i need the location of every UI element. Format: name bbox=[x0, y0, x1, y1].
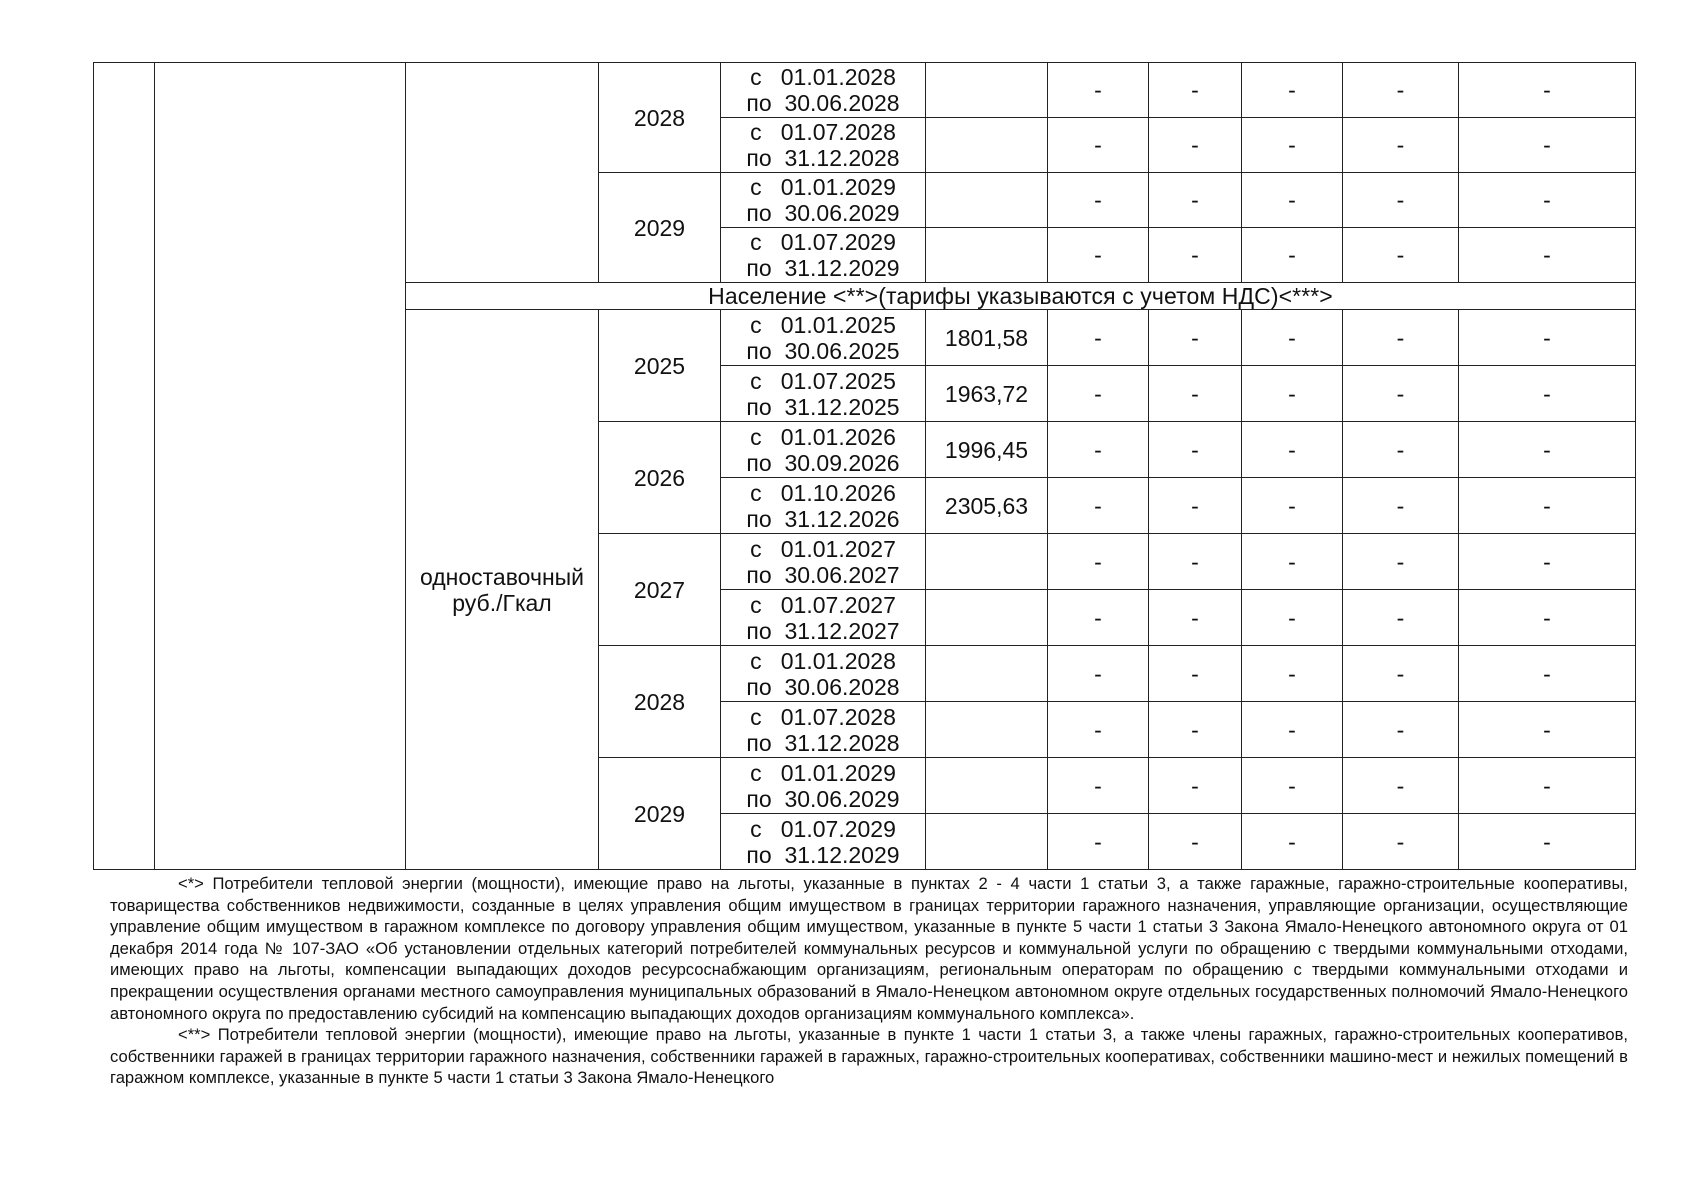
period-cell bbox=[721, 478, 926, 534]
dash-cell: - bbox=[1048, 534, 1149, 590]
tariff-type-line1: одноставочный bbox=[419, 563, 585, 590]
period-end: по 30.06.2025 bbox=[746, 337, 900, 364]
table-row bbox=[94, 63, 1636, 118]
year-cell: 2028 bbox=[599, 63, 721, 173]
dash-cell: - bbox=[1343, 758, 1459, 814]
period-cell bbox=[721, 228, 926, 283]
dash-cell: - bbox=[1149, 646, 1242, 702]
dash-cell: - bbox=[1149, 228, 1242, 283]
dash-cell: - bbox=[1149, 422, 1242, 478]
period-end: по 31.12.2029 bbox=[746, 255, 900, 281]
dash-cell: - bbox=[1459, 228, 1636, 283]
dash-cell: - bbox=[1048, 173, 1149, 228]
period-start: с 01.01.2028 bbox=[750, 64, 896, 90]
dash-cell: - bbox=[1242, 814, 1343, 870]
dash-cell: - bbox=[1459, 310, 1636, 366]
dash-cell: - bbox=[1048, 590, 1149, 646]
dash-cell: - bbox=[1242, 173, 1343, 228]
tariff-type-line2: руб./Гкал bbox=[452, 589, 552, 616]
year-cell: 2028 bbox=[599, 646, 721, 758]
dash-cell: - bbox=[1149, 478, 1242, 534]
footnote-1: <*> Потребители тепловой энергии (мощности), имеющие право на льготы, указанные в пунктах 2 - 4 части 1 статьи 3, а также гаражные, гаражно-строительные кооперативы, товарищества собственников недвижимости, созданные в целях управления общим имуществом в границах территории гаражного назначения, управляющие организации, осуществляющие управление общим имуществом в гаражном комплексе по договору управления общим имуществом, указанные в пункте 5 части 1 статьи 3 Закона Ямало-Ненецкого автономного округа от 01 декабря 2014 года № 107-ЗАО «Об установлении отдельных категорий потребителей коммунальных ресурсов и коммунальной услуги по обращению с твердыми коммунальными отходами, имеющих право на льготы, компенсации выпадающих доходов ресурсоснабжающим организациям, региональным операторам по обращению с твердыми коммунальными отходами и прекращении осуществления органами местного самоуправления муниципальных образований в Ямало-Ненецком автономном округе отдельных государственных полномочий Ямало-Ненецкого автономного округа по предоставлению субсидий на компенсацию выпадающих доходов организациям коммунального комплекса». bbox=[110, 874, 1628, 1023]
period-end: по 31.12.2025 bbox=[746, 393, 900, 420]
tariff-value bbox=[926, 702, 1048, 758]
year-cell: 2029 bbox=[599, 173, 721, 283]
footnote-2: <**> Потребители тепловой энергии (мощности), имеющие право на льготы, указанные в пункте 1 части 1 статьи 3, а также члены гаражных, гаражно-строительных кооперативов, собственники гаражей в границах территории гаражного назначения, собственники гаражей в гаражных, гаражно-строительных кооперативах, собственники машино-мест и нежилых помещений в гаражном комплексе, указанные в пункте 5 части 1 статьи 3 Закона Ямало-Ненецкого bbox=[110, 1025, 1628, 1088]
period-cell bbox=[721, 534, 926, 590]
period-start: с 01.07.2027 bbox=[750, 591, 896, 618]
col-index-cell bbox=[94, 63, 155, 870]
tariff-value bbox=[926, 534, 1048, 590]
dash-cell: - bbox=[1242, 478, 1343, 534]
year-cell: 2027 bbox=[599, 534, 721, 646]
dash-cell: - bbox=[1459, 814, 1636, 870]
period-end: по 30.06.2029 bbox=[746, 200, 900, 226]
dash-cell: - bbox=[1343, 814, 1459, 870]
tariff-value bbox=[926, 228, 1048, 283]
period-start: с 01.01.2029 bbox=[750, 759, 896, 786]
col-org-cell bbox=[155, 63, 406, 870]
period-start: с 01.07.2025 bbox=[750, 367, 896, 394]
period-end: по 31.12.2027 bbox=[746, 617, 900, 644]
period-start: с 01.01.2025 bbox=[750, 311, 896, 338]
period-end: по 31.12.2028 bbox=[746, 729, 900, 756]
period-start: с 01.01.2029 bbox=[750, 174, 896, 200]
year-cell: 2026 bbox=[599, 422, 721, 534]
period-start: с 01.07.2028 bbox=[750, 119, 896, 145]
period-cell bbox=[721, 173, 926, 228]
tariff-value bbox=[926, 646, 1048, 702]
col-type-cell-upper bbox=[406, 63, 599, 283]
dash-cell: - bbox=[1343, 366, 1459, 422]
period-end: по 31.12.2028 bbox=[746, 145, 900, 171]
tariff-value: 1963,72 bbox=[926, 366, 1048, 422]
tariff-type-cell bbox=[406, 310, 599, 870]
period-cell bbox=[721, 758, 926, 814]
dash-cell: - bbox=[1242, 63, 1343, 118]
year-cell: 2029 bbox=[599, 758, 721, 870]
period-start: с 01.01.2028 bbox=[750, 647, 896, 674]
dash-cell: - bbox=[1459, 478, 1636, 534]
dash-cell: - bbox=[1459, 118, 1636, 173]
footnotes bbox=[110, 873, 1628, 1089]
dash-cell: - bbox=[1343, 590, 1459, 646]
dash-cell: - bbox=[1343, 702, 1459, 758]
dash-cell: - bbox=[1048, 478, 1149, 534]
period-end: по 30.06.2029 bbox=[746, 785, 900, 812]
dash-cell: - bbox=[1048, 702, 1149, 758]
dash-cell: - bbox=[1242, 758, 1343, 814]
dash-cell: - bbox=[1149, 534, 1242, 590]
tariff-value bbox=[926, 590, 1048, 646]
period-start: с 01.07.2028 bbox=[750, 703, 896, 730]
dash-cell: - bbox=[1048, 228, 1149, 283]
period-start: с 01.10.2026 bbox=[750, 479, 896, 506]
period-end: по 30.06.2028 bbox=[746, 90, 900, 116]
dash-cell: - bbox=[1343, 228, 1459, 283]
dash-cell: - bbox=[1242, 702, 1343, 758]
period-cell bbox=[721, 422, 926, 478]
dash-cell: - bbox=[1149, 118, 1242, 173]
dash-cell: - bbox=[1048, 422, 1149, 478]
dash-cell: - bbox=[1343, 173, 1459, 228]
period-cell bbox=[721, 646, 926, 702]
dash-cell: - bbox=[1343, 310, 1459, 366]
dash-cell: - bbox=[1048, 814, 1149, 870]
section-header: Население <**>(тарифы указываются с учетом НДС)<***> bbox=[406, 283, 1636, 310]
year-cell: 2025 bbox=[599, 310, 721, 422]
dash-cell: - bbox=[1343, 646, 1459, 702]
period-start: с 01.07.2029 bbox=[750, 815, 896, 842]
dash-cell: - bbox=[1149, 814, 1242, 870]
dash-cell: - bbox=[1459, 422, 1636, 478]
tariff-value bbox=[926, 758, 1048, 814]
dash-cell: - bbox=[1149, 63, 1242, 118]
dash-cell: - bbox=[1242, 118, 1343, 173]
dash-cell: - bbox=[1459, 702, 1636, 758]
dash-cell: - bbox=[1149, 173, 1242, 228]
period-cell bbox=[721, 118, 926, 173]
dash-cell: - bbox=[1048, 118, 1149, 173]
tariff-value bbox=[926, 814, 1048, 870]
period-start: с 01.07.2029 bbox=[750, 229, 896, 255]
dash-cell: - bbox=[1149, 590, 1242, 646]
dash-cell: - bbox=[1242, 646, 1343, 702]
dash-cell: - bbox=[1242, 422, 1343, 478]
tariff-value: 1801,58 bbox=[926, 310, 1048, 366]
tariff-value: 2305,63 bbox=[926, 478, 1048, 534]
period-cell bbox=[721, 63, 926, 118]
period-start: с 01.01.2027 bbox=[750, 535, 896, 562]
dash-cell: - bbox=[1343, 534, 1459, 590]
tariff-value bbox=[926, 63, 1048, 118]
dash-cell: - bbox=[1048, 646, 1149, 702]
period-cell bbox=[721, 310, 926, 366]
dash-cell: - bbox=[1459, 590, 1636, 646]
dash-cell: - bbox=[1343, 118, 1459, 173]
dash-cell: - bbox=[1242, 534, 1343, 590]
period-end: по 31.12.2026 bbox=[746, 505, 900, 532]
tariff-value bbox=[926, 118, 1048, 173]
period-cell bbox=[721, 366, 926, 422]
dash-cell: - bbox=[1048, 63, 1149, 118]
period-end: по 30.09.2026 bbox=[746, 449, 900, 476]
dash-cell: - bbox=[1149, 366, 1242, 422]
dash-cell: - bbox=[1343, 478, 1459, 534]
period-end: по 30.06.2027 bbox=[746, 561, 900, 588]
dash-cell: - bbox=[1149, 702, 1242, 758]
dash-cell: - bbox=[1149, 758, 1242, 814]
dash-cell: - bbox=[1459, 534, 1636, 590]
dash-cell: - bbox=[1459, 63, 1636, 118]
dash-cell: - bbox=[1149, 310, 1242, 366]
period-cell bbox=[721, 590, 926, 646]
dash-cell: - bbox=[1343, 63, 1459, 118]
tariff-value bbox=[926, 173, 1048, 228]
dash-cell: - bbox=[1048, 310, 1149, 366]
dash-cell: - bbox=[1459, 758, 1636, 814]
period-end: по 30.06.2028 bbox=[746, 673, 900, 700]
dash-cell: - bbox=[1242, 590, 1343, 646]
dash-cell: - bbox=[1459, 366, 1636, 422]
tariff-value: 1996,45 bbox=[926, 422, 1048, 478]
dash-cell: - bbox=[1459, 646, 1636, 702]
dash-cell: - bbox=[1343, 422, 1459, 478]
dash-cell: - bbox=[1459, 173, 1636, 228]
dash-cell: - bbox=[1048, 758, 1149, 814]
dash-cell: - bbox=[1242, 228, 1343, 283]
tariff-table bbox=[93, 62, 1636, 870]
period-start: с 01.01.2026 bbox=[750, 423, 896, 450]
period-end: по 31.12.2029 bbox=[746, 841, 900, 868]
dash-cell: - bbox=[1242, 310, 1343, 366]
dash-cell: - bbox=[1048, 366, 1149, 422]
dash-cell: - bbox=[1242, 366, 1343, 422]
period-cell bbox=[721, 702, 926, 758]
period-cell bbox=[721, 814, 926, 870]
